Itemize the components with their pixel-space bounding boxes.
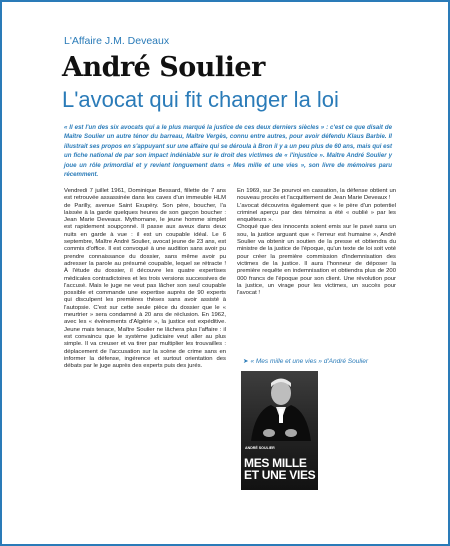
article-subtitle: L'avocat qui fit changer la loi bbox=[62, 87, 339, 112]
body-paragraph: Vendredi 7 juillet 1961, Dominique Bessard, fillette de 7 ans est retrouvée assassinée dans les caves d'un immeuble HLM de Parilly, avenue Saint Exupéry. Son père, boucher, l'a laissée à la garde quelques heures de son garçon boucher : Jean Marie Deveaux. Mythomane, le jeune homme simplet est rapidement soupçonné. Il passe aux aveux dans deux nuits en garde à vue : il est un coupable idéal. Le 6 septembre, Maître André Soulier, avocat jeune de 23 ans, est commis d'office. Il est convoqué à une audition sans avoir pu prendre connaissance du dossier, sans même avoir pu adresser la parole au présumé coupable, lequel se rétracte ! À l'étude du dossier, il découvre les quatre expertises médicales contradictoires et les trois versions successives de l'accusé. Mais le juge ne veut pas lâcher son seul coupable possible et commande une expertise auprès de 90 experts qui disculpent les premières thèses sans avoir assisté à l'autopsie. C'est sur cette seule pièce du dossier que le « meurtrier » sera condamné à 20 ans de réclusion. En 1962, avec les « événements d'Algérie », la justice est expéditive. Jeune mais tenace, Maître Soulier ne lâchera plus l'affaire : il est convaincu que le système judiciaire veut aller au plus simple. Il va creuser et va tirer par multiplier les trouvailles : déplacement de l'accusation sur la scène de crime sans en informer la défense, ingérence et surtout orientation des débats par le juge auprès des experts puis des jurés. bbox=[64, 188, 226, 370]
arrow-right-icon: ➤ bbox=[243, 358, 249, 365]
book-author: ANDRÉ SOULIER bbox=[245, 446, 275, 450]
book-caption bbox=[243, 357, 403, 365]
body-paragraph: Choqué que des innocents soient emis sur le pavé sans un sou, la justice arguant que « l'erreur est humaine », André Soulier va obtenir un soutien de la presse et obtiendra du ministre de la justice de l'époque, qu'un texte de loi soit voté pour créer la première commission d'indemnisation des victimes de la justice. Il aura l'honneur de déposer la première requête en indemnisation et obtiendra plus de 200 000 francs de l'époque pour son client. Une révolution pour la justice, un virage pour les victimes, un succès pour l'avocat ! bbox=[237, 224, 396, 297]
book-title: MES MILLE ET UNE VIES bbox=[244, 456, 316, 482]
article-kicker: L'Affaire J.M. Deveaux bbox=[64, 35, 170, 47]
book-cover-image bbox=[241, 371, 318, 490]
article-title: André Soulier bbox=[62, 52, 265, 83]
body-paragraph: L'avocat découvrira également que « le père d'un potentiel criminel aperçu par des témoins a été « oublié » par les enquêteurs ». bbox=[237, 202, 396, 224]
body-column-right bbox=[237, 188, 396, 297]
article-lead: « Il est l'un des six avocats qui a le plus marqué la justice de ces deux derniers siècles » : c'est ce que disait de Maître Soulier un autre ténor du barreau, Maître Vergès, connu entre autres, pour avoir défendu Klaus Barbie. Il illustrait ses propos en s'appuyant sur une affaire qui se déroula à Bron il y a un peu plus de 60 ans, mais qui est un fiche national de par son impact indéniable sur le droit des victimes de « l'injustice ». Maître André Soulier y joue un rôle primordial et y revient longuement dans « Mes mille et une vies », son livre de mémoires paru récemment. bbox=[64, 124, 392, 179]
body-paragraph: En 1969, sur 3e pourvoi en cassation, la défense obtient un nouveau procès et l'acquittement de Jean Marie Deveaux ! bbox=[237, 188, 396, 202]
book-caption-text: « Mes mille et une vies » d'André Soulier bbox=[250, 358, 369, 365]
body-column-left bbox=[64, 188, 226, 370]
